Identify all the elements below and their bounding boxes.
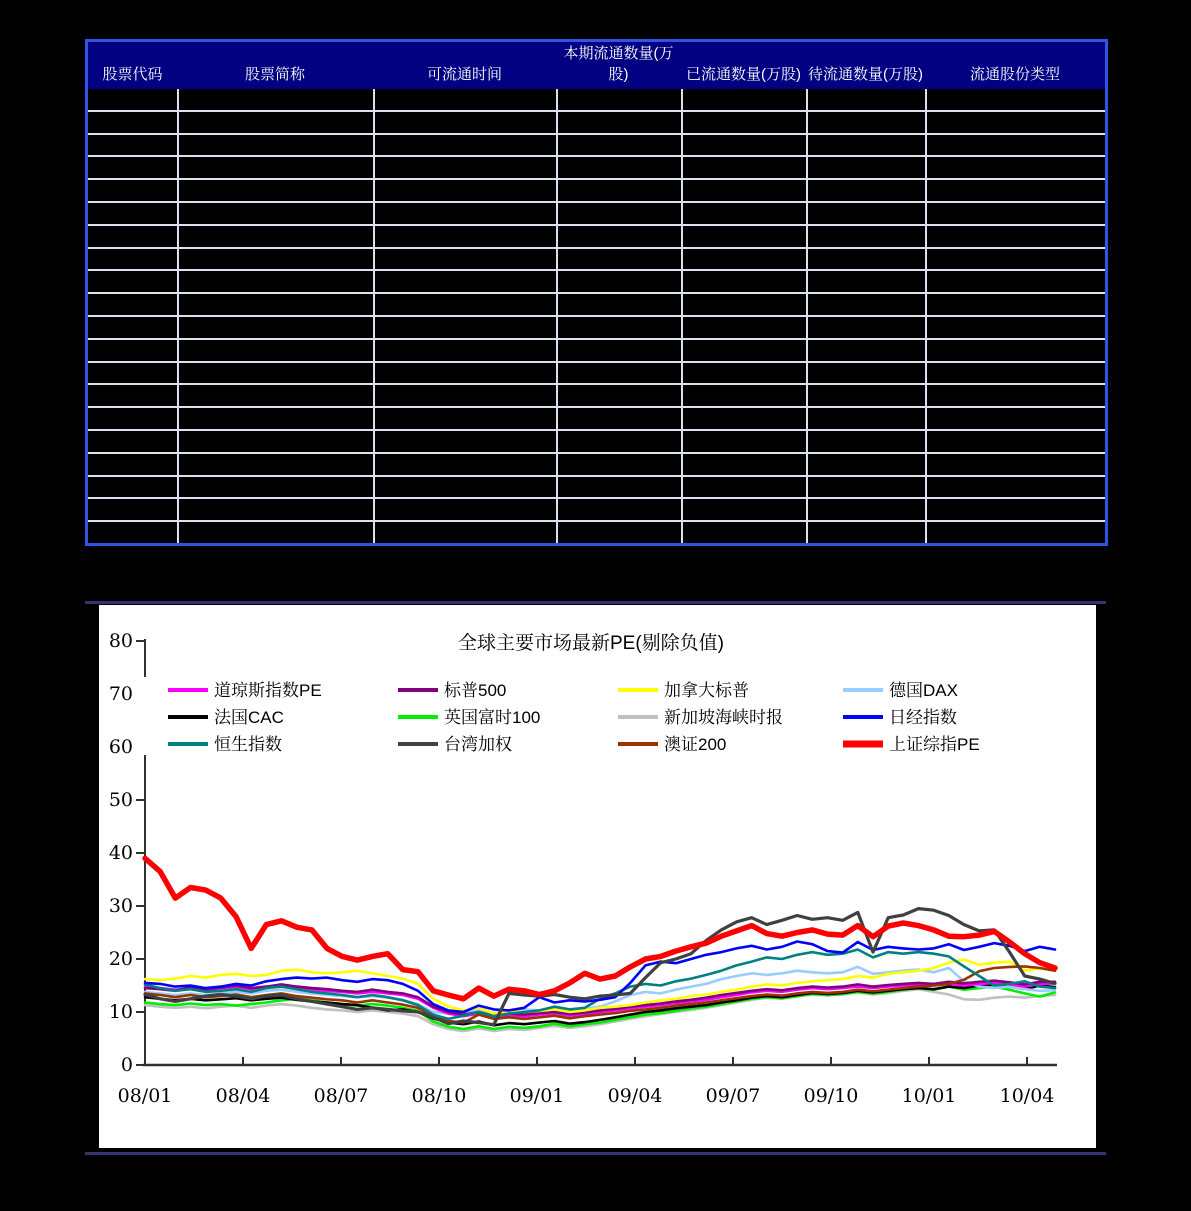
table-cell	[681, 89, 806, 110]
legend-label: 法国CAC	[214, 708, 284, 727]
table-cell	[88, 522, 177, 543]
table-cell	[681, 499, 806, 520]
table-cell	[681, 180, 806, 201]
table-cell	[88, 408, 177, 429]
table-cell	[556, 203, 681, 224]
table-row	[88, 452, 1105, 475]
y-tick-label: 50	[108, 789, 133, 811]
table-cell	[925, 249, 1105, 270]
x-tick-label: 08/04	[215, 1085, 271, 1107]
table-cell	[88, 454, 177, 475]
table-cell	[925, 408, 1105, 429]
table-cell	[681, 454, 806, 475]
table-cell	[806, 522, 925, 543]
table-row	[88, 247, 1105, 270]
table-cell	[88, 89, 177, 110]
table-row	[88, 133, 1105, 156]
chart-title: 全球主要市场最新PE(剔除负值)	[457, 633, 725, 654]
table-cell	[681, 363, 806, 384]
table-cell	[373, 431, 556, 452]
table-cell	[177, 249, 373, 270]
y-tick-label: 30	[108, 895, 133, 917]
y-tick-label: 60	[108, 736, 133, 758]
table-cell	[806, 408, 925, 429]
table-cell	[681, 340, 806, 361]
table-cell	[177, 180, 373, 201]
table-cell	[556, 249, 681, 270]
table-row	[88, 497, 1105, 520]
table-cell	[925, 477, 1105, 498]
table-cell	[88, 135, 177, 156]
table-cell	[556, 454, 681, 475]
table-cell	[556, 363, 681, 384]
table-cell	[556, 385, 681, 406]
legend-label: 台湾加权	[444, 735, 512, 754]
table-cell	[806, 340, 925, 361]
table-cell	[373, 363, 556, 384]
table-cell	[373, 522, 556, 543]
table-cell	[88, 112, 177, 133]
table-cell	[806, 271, 925, 292]
table-cell	[925, 522, 1105, 543]
table-row	[88, 315, 1105, 338]
table-cell	[373, 249, 556, 270]
table-cell	[88, 271, 177, 292]
x-tick-label: 10/04	[999, 1085, 1055, 1107]
table-cell	[177, 112, 373, 133]
table-cell	[88, 294, 177, 315]
table-cell	[556, 477, 681, 498]
y-tick-label: 70	[108, 683, 133, 705]
table-cell	[681, 408, 806, 429]
table-row	[88, 429, 1105, 452]
table-row	[88, 383, 1105, 406]
table-cell	[925, 499, 1105, 520]
table-cell	[925, 294, 1105, 315]
y-tick-label: 0	[120, 1054, 133, 1076]
legend-label: 英国富时100	[444, 708, 541, 727]
series-line	[145, 858, 1055, 999]
table-cell	[681, 271, 806, 292]
table-cell	[177, 294, 373, 315]
table-cell	[373, 499, 556, 520]
legend-label: 恒生指数	[214, 735, 282, 754]
separator-line-bottom	[85, 1152, 1106, 1155]
table-row	[88, 292, 1105, 315]
table-cell	[373, 477, 556, 498]
table-cell	[556, 408, 681, 429]
table-cell	[681, 477, 806, 498]
table-header-cell: 本期流通数量(万股)	[563, 45, 674, 83]
table-row	[88, 338, 1105, 361]
table-cell	[806, 363, 925, 384]
table-cell	[88, 477, 177, 498]
table-cell	[177, 363, 373, 384]
table-cell	[88, 385, 177, 406]
table-cell	[806, 317, 925, 338]
table-cell	[925, 180, 1105, 201]
table-cell	[681, 135, 806, 156]
table-cell	[373, 408, 556, 429]
table-header-cell: 待流通数量(万股)	[808, 66, 923, 83]
table-cell	[373, 203, 556, 224]
table-cell	[373, 340, 556, 361]
y-tick-label: 80	[108, 630, 133, 652]
table-cell	[556, 431, 681, 452]
table-cell	[373, 385, 556, 406]
table-row	[88, 201, 1105, 224]
table-row	[88, 269, 1105, 292]
table-cell	[88, 340, 177, 361]
table-cell	[806, 135, 925, 156]
table-cell	[88, 226, 177, 247]
x-tick-label: 10/01	[901, 1085, 957, 1107]
table-cell	[925, 454, 1105, 475]
table-cell	[556, 317, 681, 338]
table-cell	[88, 180, 177, 201]
x-tick-label: 08/01	[117, 1085, 173, 1107]
table-header-cell: 已流通数量(万股)	[686, 66, 801, 83]
table-cell	[373, 294, 556, 315]
table-row	[88, 406, 1105, 429]
table-cell	[177, 317, 373, 338]
table-cell	[373, 271, 556, 292]
restricted-shares-table	[85, 39, 1108, 546]
table-cell	[373, 180, 556, 201]
table-cell	[373, 157, 556, 178]
table-cell	[806, 294, 925, 315]
table-cell	[925, 226, 1105, 247]
table-cell	[556, 226, 681, 247]
table-header-row	[88, 42, 1105, 89]
table-cell	[681, 226, 806, 247]
table-cell	[806, 112, 925, 133]
table-cell	[177, 89, 373, 110]
table-header-cell: 可流通时间	[426, 66, 502, 83]
table-cell	[88, 363, 177, 384]
table-cell	[556, 340, 681, 361]
table-row	[88, 361, 1105, 384]
table-cell	[681, 317, 806, 338]
table-cell	[177, 454, 373, 475]
legend-label: 澳证200	[664, 735, 727, 754]
pe-chart-panel	[99, 605, 1096, 1148]
table-row	[88, 89, 1105, 110]
table-row	[88, 155, 1105, 178]
table-cell	[556, 180, 681, 201]
table-cell	[806, 89, 925, 110]
table-cell	[681, 157, 806, 178]
table-cell	[806, 499, 925, 520]
table-cell	[925, 89, 1105, 110]
y-tick-label: 20	[108, 948, 133, 970]
table-cell	[925, 157, 1105, 178]
table-cell	[925, 271, 1105, 292]
table-cell	[556, 294, 681, 315]
table-cell	[373, 89, 556, 110]
table-cell	[681, 112, 806, 133]
x-tick-label: 09/07	[705, 1085, 761, 1107]
table-cell	[806, 157, 925, 178]
table-cell	[373, 112, 556, 133]
table-cell	[681, 431, 806, 452]
table-cell	[556, 499, 681, 520]
table-cell	[925, 317, 1105, 338]
legend-label: 德国DAX	[889, 681, 958, 700]
table-cell	[925, 363, 1105, 384]
table-row	[88, 224, 1105, 247]
table-cell	[806, 249, 925, 270]
table-cell	[88, 431, 177, 452]
table-cell	[177, 226, 373, 247]
table-cell	[177, 203, 373, 224]
legend-label: 日经指数	[889, 708, 957, 727]
table-cell	[681, 294, 806, 315]
table-cell	[88, 203, 177, 224]
table-cell	[925, 431, 1105, 452]
table-cell	[177, 157, 373, 178]
table-cell	[373, 454, 556, 475]
table-cell	[373, 317, 556, 338]
legend-label: 上证综指PE	[889, 735, 980, 754]
table-cell	[925, 135, 1105, 156]
x-tick-label: 08/07	[313, 1085, 369, 1107]
table-cell	[177, 385, 373, 406]
table-row	[88, 475, 1105, 498]
table-cell	[88, 249, 177, 270]
table-cell	[925, 112, 1105, 133]
table-cell	[806, 431, 925, 452]
table-cell	[925, 340, 1105, 361]
table-row	[88, 178, 1105, 201]
table-cell	[556, 271, 681, 292]
table-cell	[177, 340, 373, 361]
table-cell	[88, 317, 177, 338]
table-body	[88, 89, 1105, 543]
table-cell	[373, 226, 556, 247]
table-cell	[925, 385, 1105, 406]
y-tick-label: 10	[108, 1001, 133, 1023]
table-cell	[177, 135, 373, 156]
legend-label: 加拿大标普	[664, 681, 749, 700]
table-cell	[177, 408, 373, 429]
table-cell	[681, 385, 806, 406]
table-cell	[177, 477, 373, 498]
y-tick-label: 40	[108, 842, 133, 864]
table-header-cell: 流通股份类型	[969, 66, 1060, 83]
legend-label: 新加坡海峡时报	[664, 708, 783, 727]
legend-label: 标普500	[444, 681, 507, 700]
table-header-cell: 股票代码	[102, 66, 163, 83]
x-tick-label: 09/01	[509, 1085, 565, 1107]
separator-line-top	[85, 601, 1106, 604]
x-tick-label: 08/10	[411, 1085, 467, 1107]
table-cell	[556, 157, 681, 178]
table-cell	[681, 249, 806, 270]
table-cell	[556, 112, 681, 133]
table-cell	[806, 477, 925, 498]
table-row	[88, 520, 1105, 543]
table-cell	[925, 203, 1105, 224]
table-cell	[681, 522, 806, 543]
table-cell	[177, 271, 373, 292]
table-cell	[177, 431, 373, 452]
table-cell	[806, 226, 925, 247]
table-cell	[556, 135, 681, 156]
table-cell	[556, 89, 681, 110]
table-cell	[373, 135, 556, 156]
legend-label: 道琼斯指数PE	[214, 681, 322, 700]
table-cell	[177, 499, 373, 520]
table-header-cell: 股票简称	[244, 66, 305, 83]
table-cell	[88, 499, 177, 520]
table-row	[88, 110, 1105, 133]
table-cell	[806, 385, 925, 406]
x-tick-label: 09/10	[803, 1085, 859, 1107]
table-cell	[806, 454, 925, 475]
table-cell	[556, 522, 681, 543]
table-cell	[806, 180, 925, 201]
table-cell	[806, 203, 925, 224]
table-cell	[177, 522, 373, 543]
x-tick-label: 09/04	[607, 1085, 663, 1107]
table-cell	[681, 203, 806, 224]
pe-chart	[99, 605, 1096, 1148]
table-cell	[88, 157, 177, 178]
